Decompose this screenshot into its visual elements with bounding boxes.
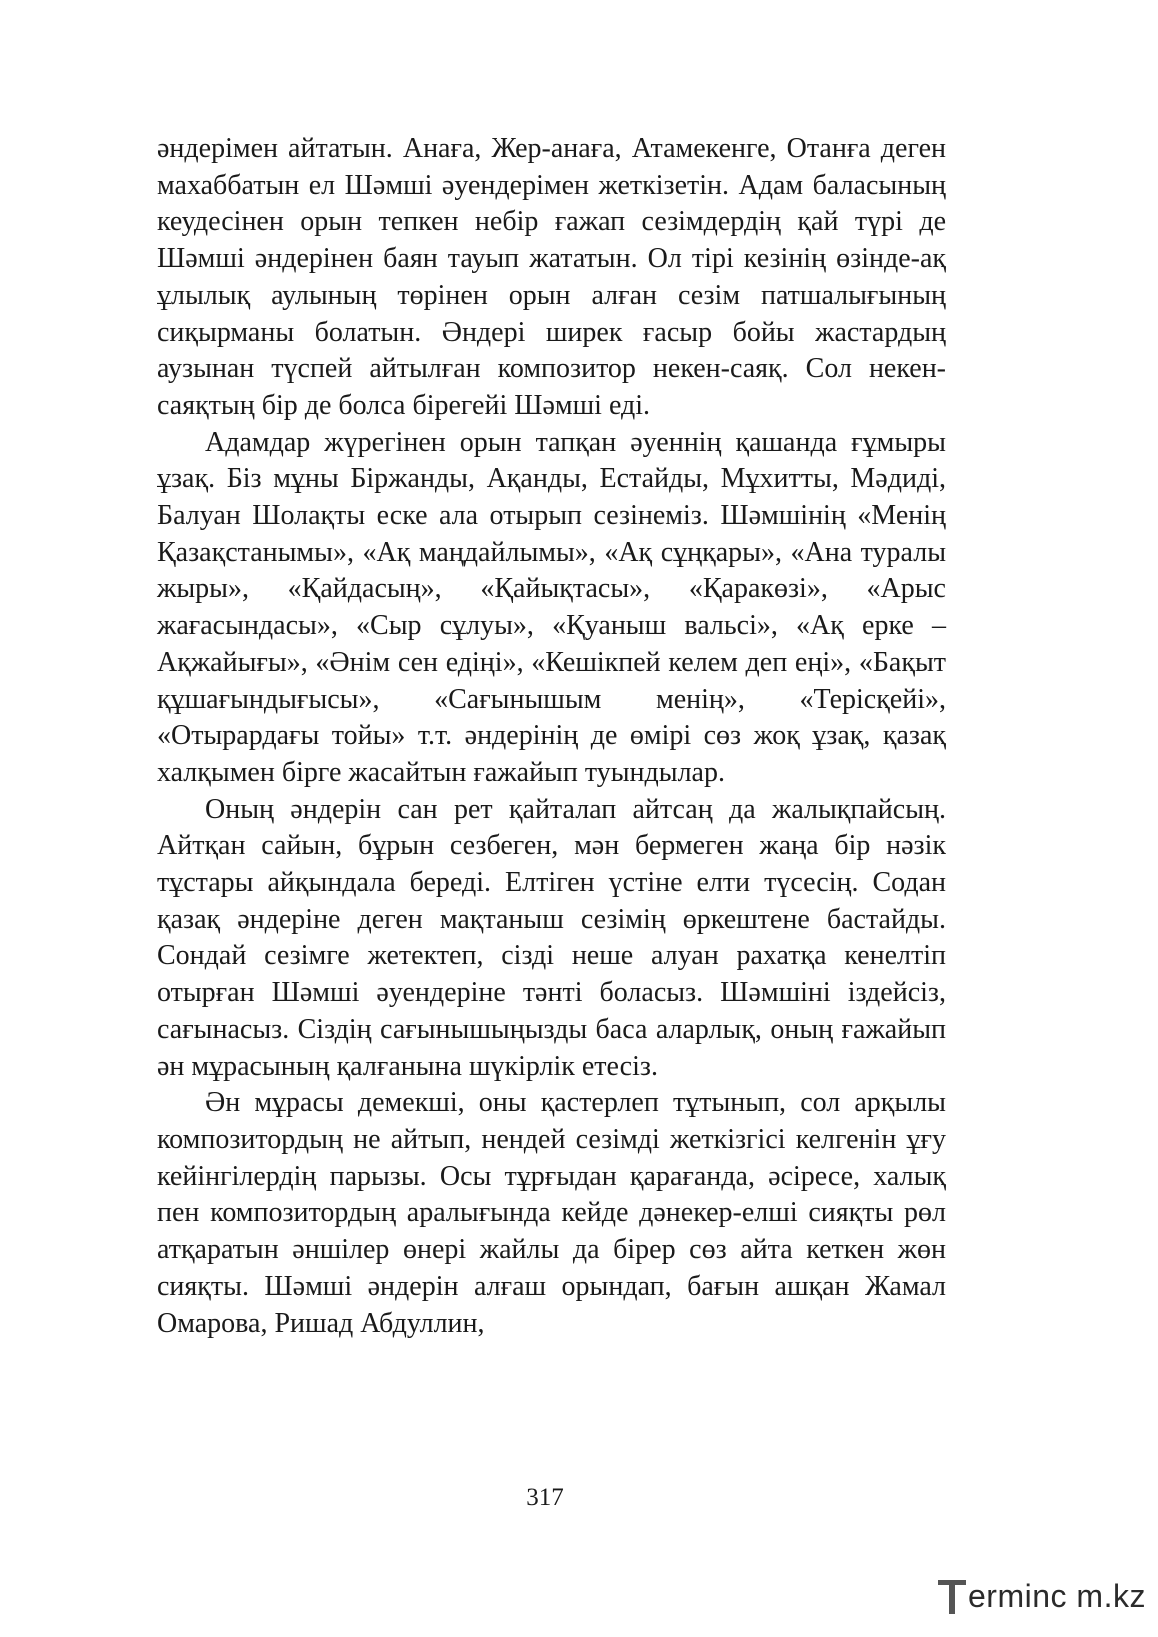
page-number: 317 [526, 1484, 564, 1511]
watermark-logo [938, 1578, 1148, 1622]
paragraph-1: әндерімен айтатын. Анаға, Жер-анаға, Атамекенге, Отанға деген махаббатын ел Шәмші әуендерімен жеткізетін. Адам баласының кеудесінен орын тепкен небір ғажап сезімдердің қай түрі де Шәмші әндерінен баян тауып жататын. Ол тірі кезінің өзінде-ақ ұлылық аулының төрінен орын алған сезім патшалығының сиқырманы болатын. Әндері ширек ғасыр бойы жастардың аузынан түспей айтылған композитор некен-саяқ. Сол некен-саяқтың бір де болса бірегейі Шәмші еді. [157, 133, 946, 421]
page-body [157, 131, 946, 1342]
paragraph-2: Адамдар жүрегінен орын тапқан әуеннің қашанда ғұмыры ұзақ. Біз мұны Біржанды, Ақанды, Естайды, Мұхитты, Мәдиді, Балуан Шолақты еске ала отырып сезінеміз. Шәмшінің «Менің Қазақстанымы», «Ақ маңдайлымы», «Ақ сұңқары», «Ана туралы жыры», «Қайдасың», «Қайықтасы», «Қаракөзі», «Арыс жағасындасы», «Сыр сұлуы», «Қуаныш вальсі», «Ақ ерке – Ақжайығы», «Әнім сен едіңі», «Кешікпей келем деп еңі», «Бақыт құшағындығысы», «Сағынышым менің», «Терісқейі», «Отырардағы тойы» т.т. әндерінің де өмірі сөз жоқ ұзақ, қазақ халқымен бірге жасайтын ғажайып туындылар. [157, 426, 946, 788]
logo-t-icon [938, 1580, 966, 1614]
paragraph-3: Оның әндерін сан рет қайталап айтсаң да жалықпайсың. Айтқан сайын, бұрын сезбеген, мән бермеген жаңа бір нәзік тұстары айқындала береді. Елтіген үстіне елти түсесің. Содан қазақ әндеріне деген мақтаныш сезімің өркештене бастайды. Сондай сезімге жетектеп, сізді неше алуан рахатқа кенелтіп отырған Шәмші әуендеріне тәнті боласыз. Шәмшіні іздейсіз, сағынасыз. Сіздің сағынышыңызды баса аларлық, оның ғажайып ән мұрасының қалғанына шүкірлік етесіз. [157, 793, 946, 1082]
paragraph-4: Ән мұрасы демекші, оны қастерлеп тұтынып, сол арқылы композитордың не айтып, нендей сезімді жеткізгісі келгенін ұғу кейінгілердің парызы. Осы тұрғыдан қарағанда, әсіресе, халық пен композитордың аралығында кейде дәнекер-елші сияқты рөл атқаратын әншілер өнері жайлы да бірер сөз айта кеткен жөн сияқты. Шәмші әндерін алғаш орындап, бағын ашқан Жамал Омарова, Ришад Абдуллин, [157, 1087, 946, 1339]
watermark-text: erminc m.kz [968, 1578, 1146, 1614]
